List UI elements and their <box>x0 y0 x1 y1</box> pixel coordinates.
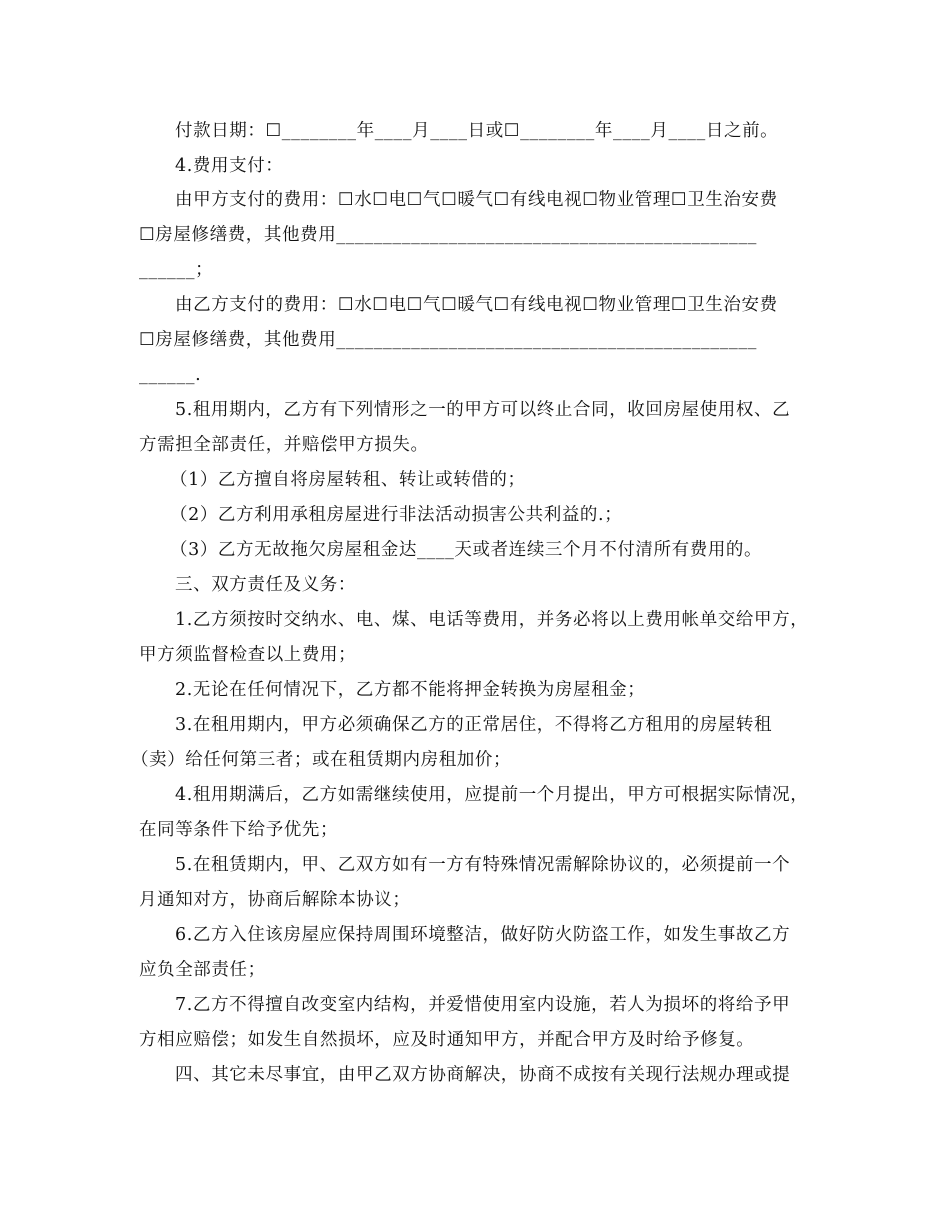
duty-4-line-1: 4.租用期满后，乙方如需继续使用，应提前一个月提出，甲方可根据实际情况， <box>175 785 809 805</box>
party-a-fees-line: 由甲方支付的费用：☐水☐电☐气☐暖气☐有线电视☐物业管理☐卫生治安费 <box>175 190 778 210</box>
duty-5-line-1: 5.在租赁期内，甲、乙双方如有一方有特殊情况需解除协议的，必须提前一个 <box>175 855 791 875</box>
party-a-fees-other-line: ☐房屋修缮费，其他费用_____________________________________________ <box>139 225 758 245</box>
party-b-fees-line: 由乙方支付的费用：☐水☐电☐气☐暖气☐有线电视☐物业管理☐卫生治安费 <box>175 295 778 315</box>
duty-6-line-2: 应负全部责任； <box>139 960 266 980</box>
duty-3-line-2: （卖）给任何第三者；或在租赁期内房租加价； <box>131 750 512 770</box>
party-a-fees-end-line: ______； <box>139 260 214 280</box>
duty-2-line: 2.无论在任何情况下，乙方都不能将押金转换为房屋租金； <box>175 680 646 700</box>
fee-payment-heading: 4.费用支付： <box>175 156 284 176</box>
payment-date-line: 付款日期：☐________年____月____日或☐________年____月____日之前。 <box>175 121 779 141</box>
duty-6-line-1: 6.乙方入住该房屋应保持周围环境整洁，做好防火防盗工作，如发生事故乙方 <box>175 925 791 945</box>
clause-5-item-3: （3）乙方无故拖欠房屋租金达____天或者连续三个月不付清所有费用的。 <box>170 540 763 560</box>
section-4-line-1: 四、其它未尽事宜，由甲乙双方协商解决，协商不成按有关现行法规办理或提 <box>175 1065 791 1085</box>
section-3-heading: 三、双方责任及义务： <box>175 575 356 595</box>
duty-1-line-2: 甲方须监督检查以上费用； <box>139 645 357 665</box>
party-b-fees-other-line: ☐房屋修缮费，其他费用_____________________________________________ <box>139 330 758 350</box>
duty-1-line-1: 1.乙方须按时交纳水、电、煤、电话等费用，并务必将以上费用帐单交给甲方， <box>175 610 809 630</box>
duty-7-line-1: 7.乙方不得擅自改变室内结构，并爱惜使用室内设施，若人为损坏的将给予甲 <box>175 995 791 1015</box>
clause-5-line-1: 5.租用期内，乙方有下列情形之一的甲方可以终止合同，收回房屋使用权、乙 <box>175 400 791 420</box>
duty-7-line-2: 方相应赔偿；如发生自然损坏，应及时通知甲方，并配合甲方及时给予修复。 <box>139 1030 755 1050</box>
clause-5-item-2: （2）乙方利用承租房屋进行非法活动损害公共利益的.； <box>170 505 623 525</box>
party-b-fees-end-line: ______. <box>139 365 202 385</box>
duty-5-line-2: 月通知对方，协商后解除本协议； <box>139 890 411 910</box>
duty-4-line-2: 在同等条件下给予优先； <box>139 820 339 840</box>
clause-5-item-1: （1）乙方擅自将房屋转租、转让或转借的； <box>170 470 526 490</box>
duty-3-line-1: 3.在租用期内，甲方必须确保乙方的正常居住，不得将乙方租用的房屋转租 <box>175 715 773 735</box>
clause-5-line-2: 方需担全部责任，并赔偿甲方损失。 <box>139 435 429 455</box>
